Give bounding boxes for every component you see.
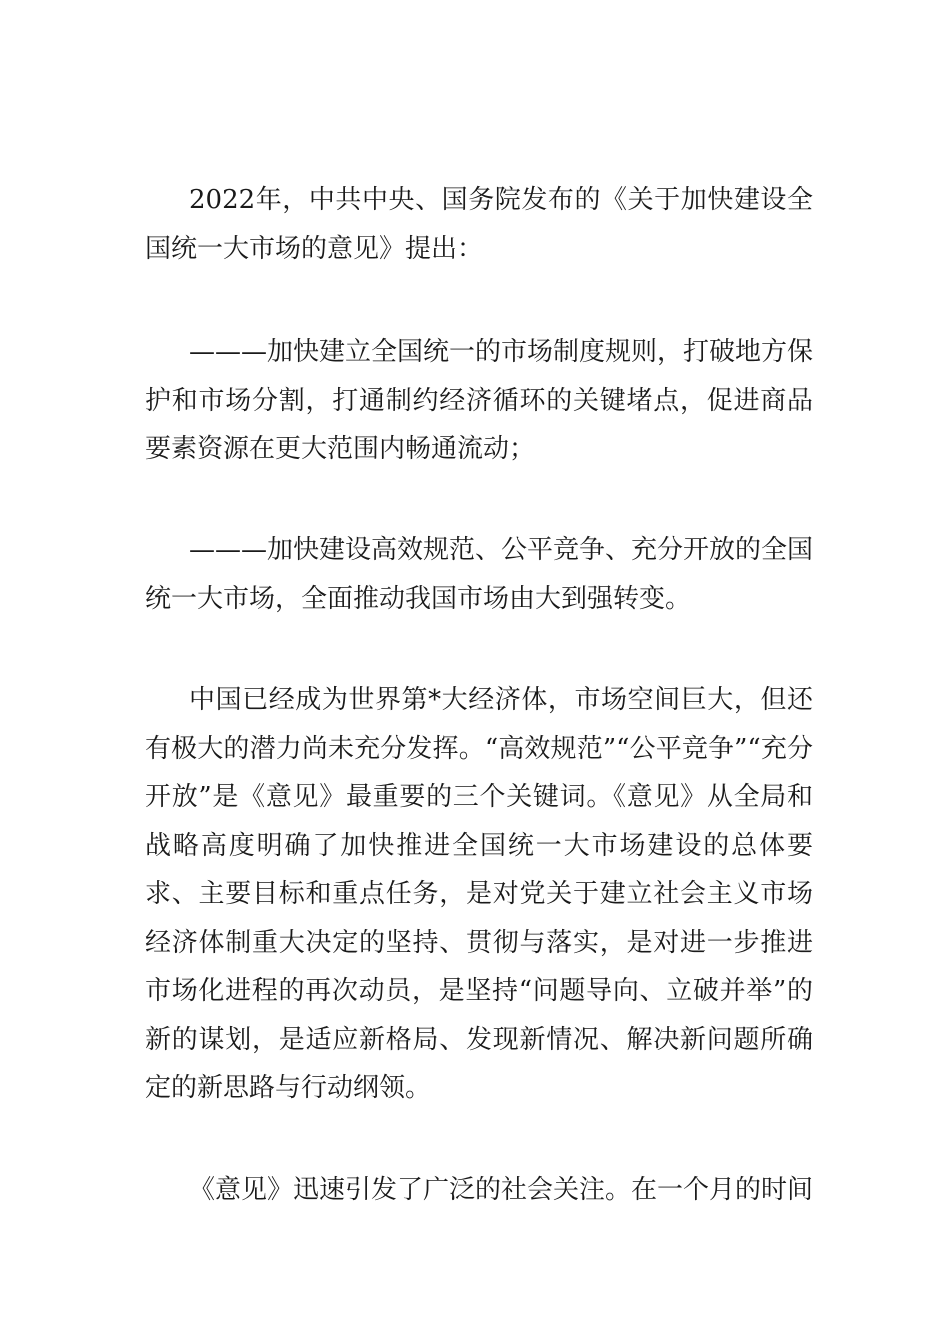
paragraph-attention: 《意见》迅速引发了广泛的社会关注。在一个月的时间 [189, 1175, 814, 1205]
paragraph-analysis: 中国已经成为世界第*大经济体，市场空间巨大，但还有极大的潜力尚未充分发挥。“高效规范”“公平竞争”“充分开放”是《意见》最重要的三个关键词。《意见》从全局和战略高度明确了加快推进全国统一大市场建设的总体要求、主要目标和重点任务，是对党关于建立社会主义市场经济体制重大决定的坚持、贯彻与落实，是对进一步推进市场化进程的再次动员，是坚持“问题导向、立破并举”的新的谋划，是适应新格局、发现新情况、解决新问题所确定的新思路与行动纲领。 [145, 685, 813, 1103]
paragraph-point-two: ———加快建设高效规范、公平竞争、充分开放的全国统一大市场，全面推动我国市场由大到强转变。 [145, 535, 814, 614]
paragraph-point-one: ———加快建立全国统一的市场制度规则，打破地方保护和市场分割，打通制约经济循环的关键堵点，促进商品要素资源在更大范围内畅通流动； [145, 337, 814, 464]
paragraph-intro: 2022年，中共中央、国务院发布的《关于加快建设全国统一大市场的意见》提出： [145, 185, 813, 264]
